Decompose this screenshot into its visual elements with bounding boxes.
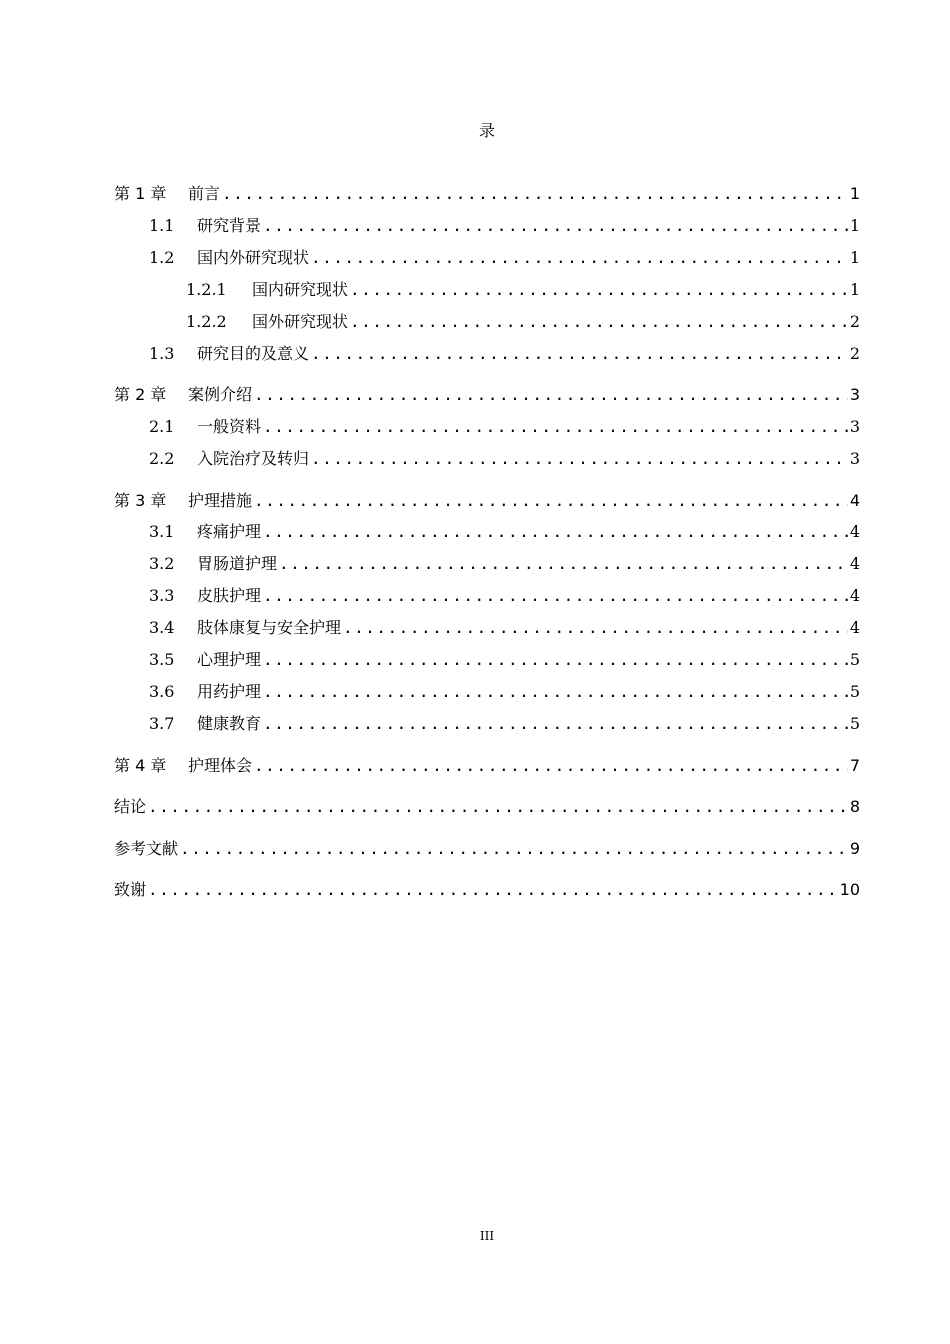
toc-entry-page: 2 [849,344,860,363]
toc-entry[interactable] [149,414,860,440]
toc-dot-leader [254,753,848,779]
toc-dot-leader [263,679,848,705]
page-number: III [479,1229,495,1243]
toc-entry-page: 4 [849,618,860,637]
toc-entry-title: 致谢 [114,880,147,899]
toc-entry-page: 9 [849,839,860,858]
toc-entry-page: 3 [849,449,860,468]
toc-entry-page: 1 [849,184,860,203]
toc-entry-page: 5 [849,650,860,669]
toc-entry-title: 结论 [114,797,147,816]
toc-entry[interactable] [114,877,860,903]
toc-entry-number: 2.2 [149,449,175,468]
toc-entry[interactable] [114,836,860,862]
toc-entry-number: 1.1 [149,216,175,235]
toc-entry-title: 护理体会 [188,756,253,775]
toc-entry[interactable] [149,446,860,472]
toc-entry-page: 5 [849,714,860,733]
toc-dot-leader [254,382,848,408]
toc-dot-leader [263,414,848,440]
toc-dot-leader [148,794,848,820]
toc-dot-leader [311,446,848,472]
toc-entry-title: 入院治疗及转归 [197,449,310,468]
toc-entry-page: 3 [849,385,860,404]
toc-dot-leader [343,615,848,641]
toc-dot-leader [350,309,848,335]
toc-entry-title: 前言 [188,184,221,203]
toc-entry-number: 2.1 [149,417,175,436]
toc-entry-number: 第 2 章 [114,385,167,404]
toc-entry-title: 护理措施 [188,491,253,510]
toc-entry-number: 3.1 [149,522,175,541]
page-title: 录 [478,121,495,140]
toc-entry-title: 国外研究现状 [252,312,349,331]
toc-entry[interactable] [114,488,860,514]
toc-entry-page: 1 [849,248,860,267]
toc-entry-page: 8 [849,797,860,816]
toc-entry[interactable] [149,519,860,545]
toc-entry-title: 参考文献 [114,839,179,858]
toc-entry-page: 4 [849,522,860,541]
toc-entry-number: 3.7 [149,714,175,733]
toc-entry-page: 4 [849,491,860,510]
toc-entry[interactable] [149,679,860,705]
toc-dot-leader [180,836,848,862]
toc-entry-number: 3.6 [149,682,175,701]
toc-entry[interactable] [149,213,860,239]
toc-entry-number: 3.4 [149,618,175,637]
toc-entry[interactable] [149,615,860,641]
toc-entry[interactable] [114,753,860,779]
toc-entry-page: 3 [849,417,860,436]
toc-entry-title: 研究目的及意义 [197,344,310,363]
toc-entry-number: 1.3 [149,344,175,363]
toc-entry-page: 4 [849,586,860,605]
toc-entry-title: 研究背景 [197,216,262,235]
toc-dot-leader [350,277,848,303]
toc-entry-page: 4 [849,554,860,573]
toc-entry-title: 案例介绍 [188,385,253,404]
toc-entry-number: 3.3 [149,586,175,605]
toc-dot-leader [311,245,848,271]
toc-dot-leader [222,181,848,207]
toc-entry-number: 第 4 章 [114,756,167,775]
toc-entry-title: 健康教育 [197,714,262,733]
toc-dot-leader [263,711,848,737]
toc-entry[interactable] [149,583,860,609]
toc-dot-leader [279,551,848,577]
toc-entry-title: 心理护理 [197,650,262,669]
toc-entry-title: 一般资料 [197,417,262,436]
toc-entry-title: 国内外研究现状 [197,248,310,267]
toc-entry-number: 第 1 章 [114,184,167,203]
toc-entry[interactable] [149,711,860,737]
toc-dot-leader [263,519,848,545]
toc-dot-leader [263,647,848,673]
toc-dot-leader [311,341,848,367]
toc-entry[interactable] [149,245,860,271]
toc-entry-page: 5 [849,682,860,701]
toc-entry[interactable] [149,647,860,673]
toc-entry-number: 1.2 [149,248,175,267]
toc-entry-number: 3.5 [149,650,175,669]
toc-dot-leader [263,583,848,609]
toc-entry-number: 第 3 章 [114,491,167,510]
toc-entry[interactable] [186,309,860,335]
toc-entry-page: 1 [849,216,860,235]
toc-entry-number: 1.2.1 [186,280,227,299]
toc-entry-title: 皮肤护理 [197,586,262,605]
toc-entry-number: 1.2.2 [186,312,227,331]
toc-entry-title: 用药护理 [197,682,262,701]
toc-entry[interactable] [114,382,860,408]
toc-dot-leader [263,213,848,239]
toc-entry[interactable] [114,181,860,207]
toc-entry-number: 3.2 [149,554,175,573]
toc-entry-page: 7 [849,756,860,775]
toc-entry-title: 肢体康复与安全护理 [197,618,342,637]
toc-entry[interactable] [149,341,860,367]
toc-entry[interactable] [186,277,860,303]
toc-entry[interactable] [149,551,860,577]
toc-entry-title: 胃肠道护理 [197,554,278,573]
toc-entry-page: 1 [849,280,860,299]
toc-entry-title: 国内研究现状 [252,280,349,299]
toc-dot-leader [254,488,848,514]
toc-entry[interactable] [114,794,860,820]
toc-entry-page: 2 [849,312,860,331]
toc-entry-title: 疼痛护理 [197,522,262,541]
toc-dot-leader [148,877,838,903]
toc-entry-page: 10 [839,880,860,899]
